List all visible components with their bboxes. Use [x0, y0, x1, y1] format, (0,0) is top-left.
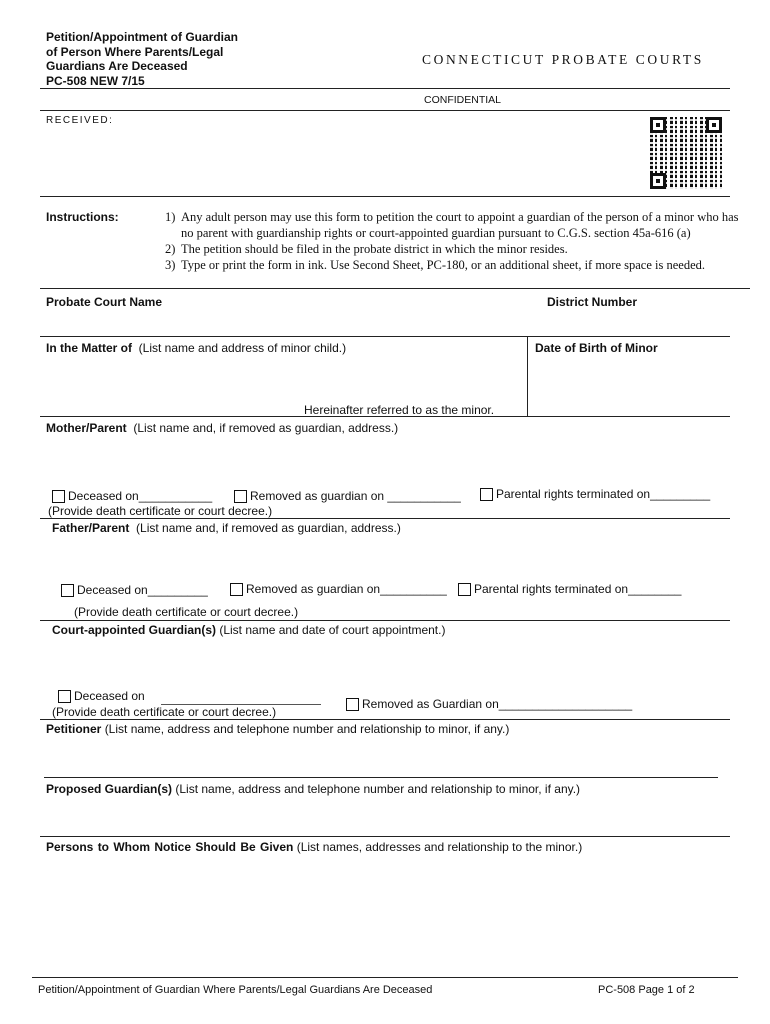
- father-removed-option[interactable]: Removed as guardian on__________: [230, 582, 447, 596]
- mother-deceased-option[interactable]: Deceased on___________: [52, 489, 212, 503]
- instruction-item: 3) Type or print the form in ink. Use Second Sheet, PC-180, or an additional sheet, if more space is needed.: [165, 258, 705, 272]
- instruction-item: 2) The petition should be filed in the probate district in which the minor resides.: [165, 242, 568, 256]
- instructions-top-divider: [40, 196, 730, 197]
- district-number-field[interactable]: [545, 312, 735, 334]
- court-row-divider: [40, 336, 730, 337]
- form-title-line: Guardians Are Deceased: [46, 59, 188, 73]
- father-removed-checkbox[interactable]: [230, 583, 243, 596]
- header-divider: [40, 88, 730, 89]
- court-heading: CONNECTICUT PROBATE COURTS: [422, 52, 704, 67]
- notice-field[interactable]: [44, 858, 730, 968]
- probate-court-name-field[interactable]: [40, 312, 530, 334]
- petitioner-divider: [44, 777, 718, 778]
- father-terminated-checkbox[interactable]: [458, 583, 471, 596]
- qr-code-icon: [650, 117, 722, 189]
- proposed-guardian-label: Proposed Guardian(s) (List name, address and telephone number and relationship to minor, if any.): [46, 782, 581, 796]
- guardian-removed-option[interactable]: Removed as Guardian on____________________: [346, 697, 632, 711]
- confidential-label: CONFIDENTIAL: [424, 94, 502, 106]
- form-title-line: Petition/Appointment of Guardian: [46, 30, 238, 44]
- form-title-line: of Person Where Parents/Legal: [46, 44, 224, 59]
- instructions-label: Instructions:: [46, 210, 119, 224]
- petitioner-field[interactable]: [44, 740, 718, 774]
- guardian-removed-checkbox[interactable]: [346, 698, 359, 711]
- mother-removed-option[interactable]: Removed as guardian on ___________: [234, 489, 461, 503]
- father-deceased-option[interactable]: Deceased on_________: [61, 583, 208, 597]
- footer-divider: [32, 977, 738, 978]
- dob-label: Date of Birth of Minor: [535, 341, 658, 355]
- instructions-bottom-divider: [40, 288, 750, 289]
- matter-divider: [40, 416, 730, 417]
- form-number: PC-508 NEW 7/15: [46, 73, 145, 88]
- proposed-guardian-field[interactable]: [44, 800, 730, 834]
- guardian-deceased-checkbox[interactable]: [58, 690, 71, 703]
- dob-field[interactable]: [532, 358, 728, 412]
- received-label: RECEIVED:: [46, 115, 114, 126]
- father-provide-note: (Provide death certificate or court decree.): [74, 605, 299, 619]
- father-label: Father/Parent (List name and, if removed as guardian, address.): [52, 521, 401, 535]
- mother-provide-note: (Provide death certificate or court decree.): [48, 504, 273, 518]
- footer-page-number: PC-508 Page 1 of 2: [598, 984, 695, 996]
- guardian-deceased-option[interactable]: Deceased on: [58, 689, 145, 703]
- district-number-label: District Number: [547, 295, 638, 309]
- mother-name-field[interactable]: [44, 438, 724, 482]
- mother-removed-checkbox[interactable]: [234, 490, 247, 503]
- mother-deceased-checkbox[interactable]: [52, 490, 65, 503]
- father-terminated-option[interactable]: Parental rights terminated on________: [458, 582, 681, 596]
- mother-label: Mother/Parent (List name and, if removed as guardian, address.): [46, 421, 399, 435]
- father-divider: [40, 620, 730, 621]
- mother-terminated-option[interactable]: Parental rights terminated on_________: [480, 487, 710, 501]
- matter-label: In the Matter of (List name and address of minor child.): [46, 341, 347, 355]
- notice-label: Persons to Whom Notice Should Be Given (List names, addresses and relationship to the minor.): [46, 840, 583, 854]
- minor-name-field[interactable]: [44, 358, 522, 400]
- mother-divider: [40, 518, 730, 519]
- court-guardian-name-field[interactable]: [50, 640, 724, 682]
- father-deceased-checkbox[interactable]: [61, 584, 74, 597]
- proposed-divider: [40, 836, 730, 837]
- form-title: [46, 30, 238, 88]
- guardian-provide-note: (Provide death certificate or court decree.): [52, 705, 277, 719]
- guardian-divider: [40, 719, 730, 720]
- matter-dob-divider: [527, 336, 528, 416]
- received-divider: [40, 110, 730, 111]
- instructions-list: [165, 209, 750, 273]
- hereinafter-text: Hereinafter referred to as the minor.: [304, 403, 495, 417]
- mother-terminated-checkbox[interactable]: [480, 488, 493, 501]
- probate-court-name-label: Probate Court Name: [46, 295, 163, 309]
- court-guardian-label: Court-appointed Guardian(s) (List name and date of court appointment.): [52, 623, 446, 637]
- father-name-field[interactable]: [50, 538, 724, 578]
- footer-form-title: Petition/Appointment of Guardian Where Parents/Legal Guardians Are Deceased: [38, 984, 433, 996]
- instruction-item: 1) Any adult person may use this form to petition the court to appoint a guardian of the person of a minor who has no parent with guardianship rights or court-appointed guardian pursuant to C.G.S. section 45a-616 (a): [165, 210, 739, 240]
- petitioner-label: Petitioner (List name, address and telephone number and relationship to minor, if any.): [46, 722, 510, 736]
